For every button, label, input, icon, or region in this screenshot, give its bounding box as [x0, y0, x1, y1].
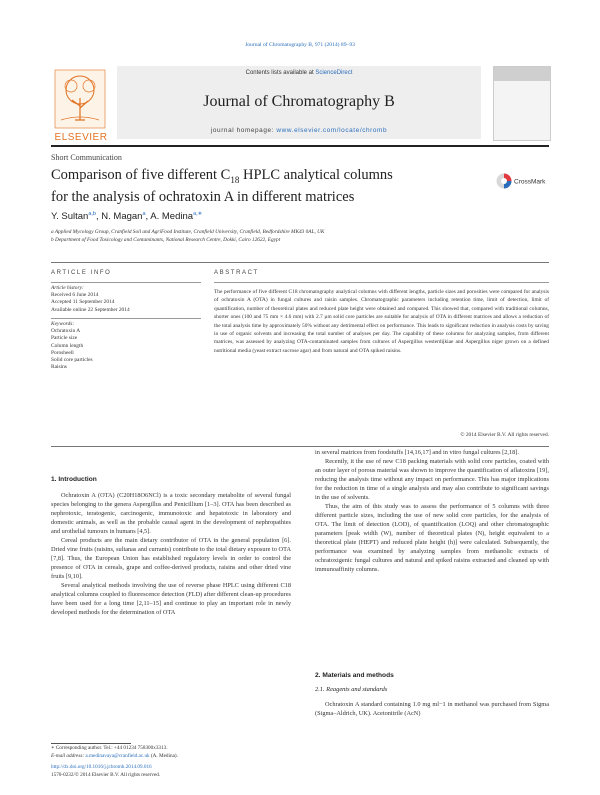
contents-prefix: Contents lists available at	[245, 70, 314, 76]
methods-text	[315, 700, 549, 718]
author-name: Y. Sultan	[51, 211, 89, 223]
article-info-rule	[51, 282, 201, 283]
abstract-text: The performance of five different C18 chromatography analytical columns with different lengths, particle sizes and porosities were compared for analysis of ochratoxin A (OTA) in fungal cultures and raisin samples. Chromatographic parameters including retention time, limit of detection, limit of quantification, number of theoretical plates and reduced plate height were obtained and compared. This showed that, compared with traditional columns, shorter ones (100 and 75 mm × 4.6 mm) with 2.7 µm solid core particles are suitable for analysis of OTA in different matrices and allows a reduction of the total analysis time by approximately 50% without any detrimental effect on performance. This leads to significant reduction in analysis costs by saving in use of organic solvents and increasing the total number of analyses per day. The capability of these columns for analyzing samples, from different matrices, was assessed by analyzing OTA-contaminated samples from cultures of Aspergillus westerdijkiae and Aspergillus niger grown on a defined nutritional media (yeast extract sucrose agar) and from natural and OTA spiked raisins.	[214, 289, 549, 354]
abstract-copyright: © 2014 Elsevier B.V. All rights reserved.	[460, 432, 549, 438]
keyword: Porosheell	[51, 349, 74, 356]
methods-heading: 2. Materials and methods	[315, 672, 394, 679]
email-note	[51, 753, 178, 760]
keyword: Particle size	[51, 335, 78, 342]
homepage-prefix: journal homepage:	[210, 127, 275, 134]
intro-paragraph-r3: Thus, the aim of this study was to assess the performance of 5 columns with three different particle sizes, including the use of new solid core particles, for the analysis of OTA. The limit of detection (LOD), of quantification (LOQ) and other chromatographic parameters [peak width (W), number of theoretical plates (N), height equivalent to a theoretical plate (HEPT) and reduced plate height (h)] were calculated. Subsequently, the performance was examined by analyzing samples from methanolic extracts of ochratoxigenic fungal cultures and natural and spiked raisins extracted and cleaned up with immunoaffinity columns.	[315, 503, 549, 573]
keyword: Column length	[51, 342, 84, 349]
author-name: N. Magan	[101, 211, 143, 223]
article-info-heading: ARTICLE INFO	[51, 270, 112, 276]
elsevier-logo-text: ELSEVIER	[54, 132, 108, 143]
journal-cover-thumbnail	[493, 66, 551, 141]
journal-homepage-line	[117, 127, 481, 134]
elsevier-tree-logo	[51, 68, 109, 142]
history-accepted: Accepted 11 September 2014	[51, 299, 115, 306]
keyword: Ochratoxin A	[51, 328, 81, 335]
crossmark-icon[interactable]	[496, 172, 552, 190]
article-title	[51, 167, 471, 206]
author-list: Y. Sultan$^{a,b}$, N. Magan$^a$, A. Medina$^{a,∗}$	[51, 211, 203, 223]
keyword: Solid core particles	[51, 357, 93, 364]
info-rule	[51, 262, 549, 263]
email-label: E-mail address:	[51, 753, 85, 759]
title-part-1-end: HPLC analytical columns	[239, 167, 393, 183]
intro-paragraph-3: Several analytical methods involving the use of reverse phase HPLC using different C18 analytical columns coupled to fluorescence detection (FLD) after different clean-up procedures have been used for a long time [2,11–15] and continue to play an important role in newly developed methods for the determination of OTA	[51, 582, 291, 616]
author-sup[interactable]: a	[142, 211, 146, 217]
journal-banner	[51, 60, 549, 143]
intro-paragraph-r2: Recently, it the use of new C18 packing materials with solid core particles, coated with an outer layer of porous material was shown to improve the quantification of aflatoxins [19], reducing the analysis time without any impact on performance. This has major implications for the reduction in time of a single analysis and may also contribute to significant savings in the use of solvents.	[315, 458, 549, 501]
keywords-label: Keywords:	[51, 321, 75, 327]
journal-header-box	[117, 66, 481, 139]
intro-heading: 1. Introduction	[51, 476, 97, 483]
intro-paragraph-2: Cereal products are the main dietary contributor of OTA in the general population [6]. Dried vine fruits (raisins, sultanas and currants) contribute to the total dietary exposure to OTA [7,8]. Thus, the European Union has established regulatory levels in order to control the presence of OTA in cereals, grape and coffee-derived products, raisins and other dried vine fruits [9,10].	[51, 537, 291, 580]
sciencedirect-link[interactable]: ScienceDirect	[315, 70, 353, 76]
author-sup[interactable]: a,∗	[193, 211, 203, 217]
crossmark-label: CrossMark	[514, 178, 546, 186]
history-label: Article history:	[51, 285, 84, 291]
methods-paragraph-1: Ochratoxin A standard containing 1.0 mg ml−1 in methanol was purchased from Sigma (Sigma–Aldrich, UK). Acetonitrile (AcN)	[315, 701, 549, 717]
corresponding-author-note: ∗ Corresponding author. Tel.: +44 01234 758300x3313.	[51, 745, 168, 751]
abstract-rule	[214, 282, 549, 283]
intro-paragraph-1: Ochratoxin A (OTA) (C20H18O6NCl) is a toxic secondary metabolite of several fungal species belonging to the genera Aspergillus and Penicillium [1–3]. OTA has been described as nephrotoxic, teratogenic, carcinogenic, immunotoxic and hepatotoxic in laboratory and domestic animals, as well as the probable causal agent in the development of nephropathies and urothelial tumours in humans [4,5].	[51, 492, 291, 535]
email-link[interactable]: a.medinavaya@cranfield.ac.uk	[85, 753, 150, 759]
keywords-list	[51, 321, 93, 371]
journal-title: Journal of Chromatography B	[203, 93, 395, 110]
history-online: Available online 22 September 2014	[51, 306, 130, 313]
keywords-rule	[51, 318, 201, 319]
title-part-1: Comparison of five different C	[51, 167, 231, 183]
journal-citation[interactable]: Journal of Chromatography B, 971 (2014) 89–93	[245, 42, 355, 48]
doi-line	[51, 764, 152, 771]
article-type: Short Communication	[51, 153, 122, 162]
author-sup[interactable]: a,b	[88, 211, 96, 217]
abstract-heading: ABSTRACT	[214, 270, 259, 276]
article-history	[51, 285, 130, 314]
affiliation-b: b Department of Food Toxicology and Contaminants, National Research Centre, Dokki, Cairo 12622, Egypt	[51, 237, 281, 243]
abstract-bottom-rule	[51, 446, 549, 447]
cover-stripe	[494, 67, 550, 81]
footnote-rule	[51, 743, 131, 744]
methods-subheading: 2.1. Reagents and standards	[315, 686, 388, 693]
title-subscript: 18	[230, 174, 240, 185]
intro-right-text	[315, 448, 549, 574]
intro-left-column	[51, 491, 291, 617]
history-received: Received 6 June 2014	[51, 292, 99, 299]
header-rule	[51, 145, 549, 147]
contents-line	[117, 70, 481, 76]
issn-line: 1570-0232/© 2014 Elsevier B.V. All rights reserved.	[51, 772, 161, 778]
doi-link[interactable]: http://dx.doi.org/10.1016/j.jchromb.2014.09.016	[51, 764, 152, 770]
affiliation-a: a Applied Mycology Group, Cranfield Soil and AgriFood Institute, Cranfield University, Cranfield, Bedfordshire MK43 0AL, UK	[51, 229, 325, 235]
homepage-link[interactable]: www.elsevier.com/locate/chromb	[276, 127, 388, 134]
intro-paragraph-r1: in several matrices from foodstuffs [14,16,17] and in vitro fungal cultures [2,18].	[315, 449, 519, 456]
author-name: A. Medina	[150, 211, 194, 223]
email-suffix: (A. Medina).	[150, 753, 178, 759]
title-part-2: for the analysis of ochratoxin A in different matrices	[51, 188, 355, 205]
keyword: Raisins	[51, 364, 67, 371]
